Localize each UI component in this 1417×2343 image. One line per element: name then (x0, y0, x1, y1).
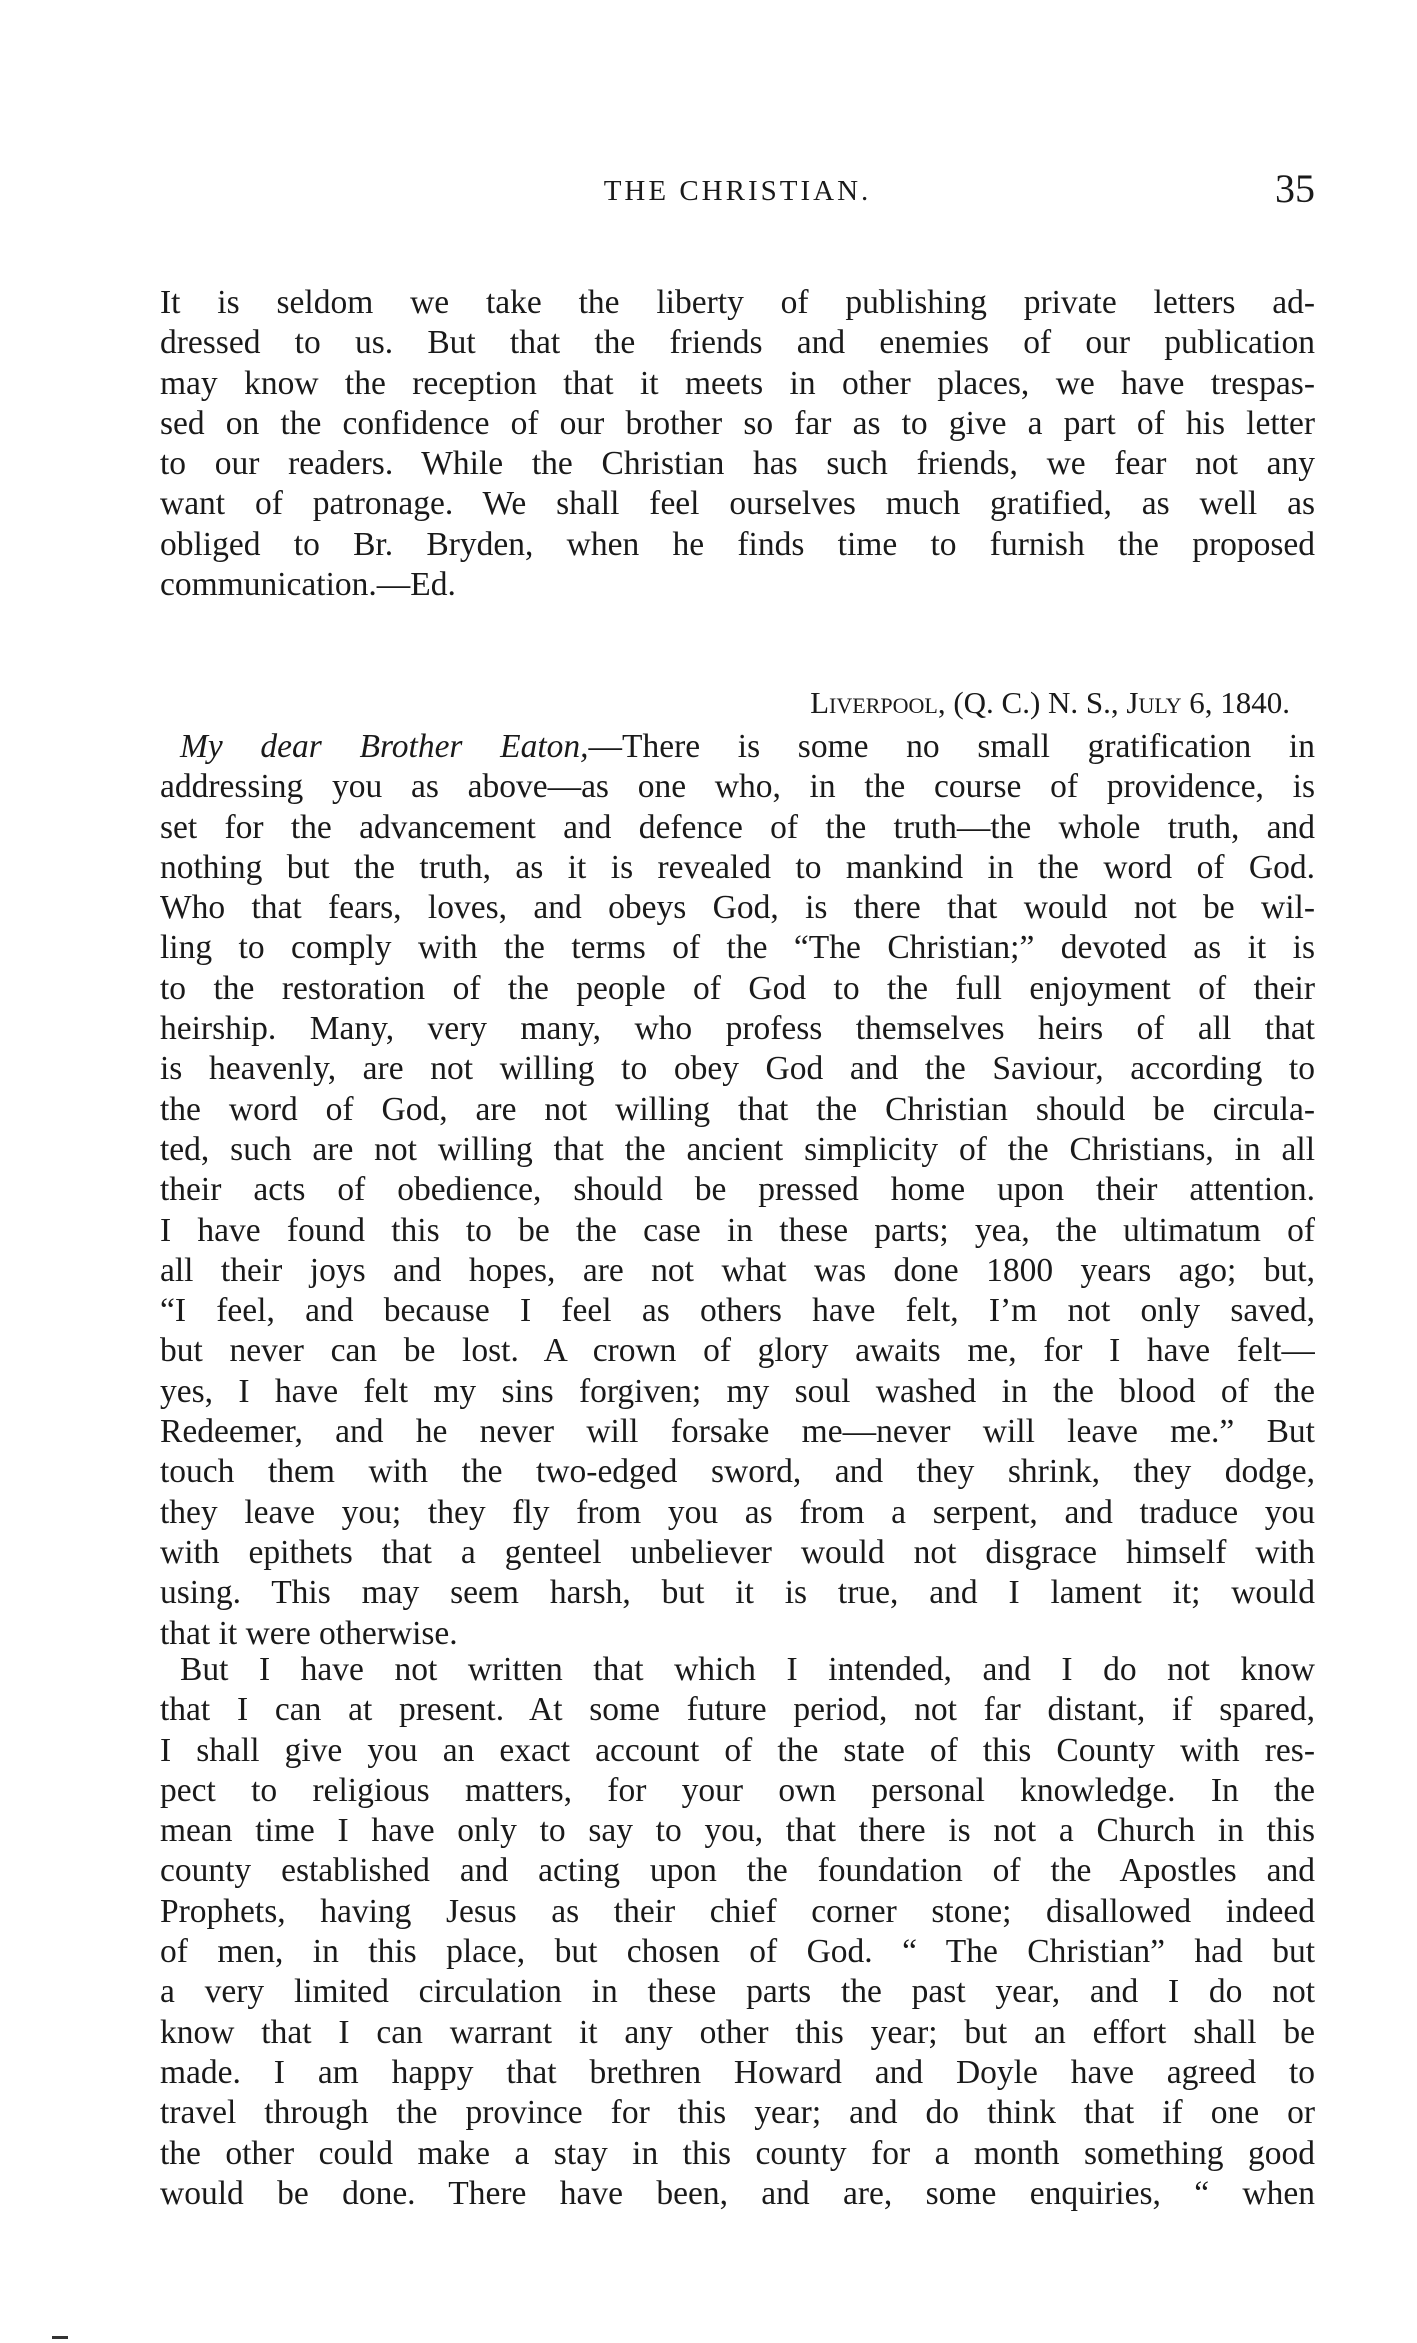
letter-line: addressing you as above—as one who, in the course of providence, is (160, 768, 1315, 806)
letter-continued-line: the other could make a stay in this county for a month something good (160, 2134, 1315, 2172)
letter-line: touch them with the two-edged sword, and they shrink, they dodge, (160, 1453, 1315, 1491)
letter-continued-line: I shall give you an exact account of the state of this County with res- (160, 1731, 1315, 1769)
letter-line: but never can be lost. A crown of glory awaits me, for I have felt— (160, 1332, 1315, 1370)
editor-note-line: It is seldom we take the liberty of publishing private letters ad- (160, 284, 1315, 321)
letter-line: all their joys and hopes, are not what was done 1800 years ago; but, (160, 1251, 1315, 1289)
letter-line: Redeemer, and he never will forsake me—never will leave me.” But (160, 1413, 1315, 1451)
letter-line: their acts of obedience, should be pressed home upon their attention. (160, 1171, 1315, 1209)
letter-line: with epithets that a genteel unbeliever would not disgrace himself with (160, 1533, 1315, 1571)
editor-note (160, 283, 1315, 605)
letter-line: Who that fears, loves, and obeys God, is there that would not be wil- (160, 889, 1315, 927)
letter-continued (160, 1650, 1315, 2214)
letter-continued-line: Prophets, having Jesus as their chief corner stone; disallowed indeed (160, 1892, 1315, 1930)
letter-dateline: Liverpool, (Q. C.) N. S., July 6, 1840. (810, 685, 1290, 720)
editor-note-line: to our readers. While the Christian has such friends, we fear not any (160, 445, 1315, 483)
letter-line: yes, I have felt my sins forgiven; my soul washed in the blood of the (160, 1372, 1315, 1410)
letter-continued-line: travel through the province for this year; and do think that if one or (160, 2094, 1315, 2132)
editor-note-line: dressed to us. But that the friends and enemies of our publication (160, 324, 1315, 362)
letter-continued-line: made. I am happy that brethren Howard and Doyle have agreed to (160, 2053, 1315, 2091)
letter-line: heirship. Many, very many, who profess themselves heirs of all that (160, 1010, 1315, 1048)
letter-continued-line: But I have not written that which I intended, and I do not know (180, 1651, 1315, 1688)
letter-body (160, 727, 1315, 1654)
letter-continued-line: pect to religious matters, for your own personal knowledge. In the (160, 1771, 1315, 1809)
letter-line: ted, such are not willing that the ancient simplicity of the Christians, in all (160, 1130, 1315, 1168)
letter-line: using. This may seem harsh, but it is true, and I lament it; would (160, 1574, 1315, 1612)
running-title: THE CHRISTIAN. (603, 175, 872, 207)
letter-line: set for the advancement and defence of the truth—the whole truth, and (160, 808, 1315, 846)
running-head (160, 165, 1315, 215)
page-number: 35 (1275, 166, 1315, 211)
letter-line: I have found this to be the case in these parts; yea, the ultimatum of (160, 1211, 1315, 1249)
letter-opening-line (160, 727, 1315, 767)
editor-note-line: may know the reception that it meets in other places, we have trespas- (160, 364, 1315, 402)
editor-note-line: communication.—Ed. (160, 566, 456, 604)
letter-line: nothing but the truth, as it is revealed to mankind in the word of God. (160, 848, 1315, 886)
letter-continued-line: a very limited circulation in these parts the past year, and I do not (160, 1973, 1315, 2011)
editor-note-line: obliged to Br. Bryden, when he finds time to furnish the proposed (160, 525, 1315, 563)
letter-continued-line: that I can at present. At some future period, not far distant, if spared, (160, 1691, 1315, 1729)
letter-opening-text: —There is some no small gratification in (588, 728, 1315, 765)
letter-line: “I feel, and because I feel as others have felt, I’m not only saved, (160, 1292, 1315, 1330)
letter-continued-line: know that I can warrant it any other this year; but an effort shall be (160, 2013, 1315, 2051)
letter-continued-line: county established and acting upon the foundation of the Apostles and (160, 1852, 1315, 1890)
page-footer-mark (52, 2336, 68, 2339)
letter-line: ling to comply with the terms of the “The Christian;” devoted as it is (160, 929, 1315, 967)
letter-line: the word of God, are not willing that the Christian should be circula- (160, 1090, 1315, 1128)
letter-line: they leave you; they fly from you as from a serpent, and traduce you (160, 1493, 1315, 1531)
letter-line: is heavenly, are not willing to obey God and the Saviour, according to (160, 1050, 1315, 1088)
letter-line: to the restoration of the people of God to the full enjoyment of their (160, 969, 1315, 1007)
letter-continued-line: would be done. There have been, and are, some enquiries, “ when (160, 2174, 1315, 2212)
letter-salutation: My dear Brother Eaton, (180, 728, 589, 765)
letter-continued-line: mean time I have only to say to you, that there is not a Church in this (160, 1812, 1315, 1850)
letter-line: that it were otherwise. (160, 1614, 458, 1652)
editor-note-line: sed on the confidence of our brother so far as to give a part of his letter (160, 404, 1315, 442)
letter-continued-line: of men, in this place, but chosen of God. “ The Christian” had but (160, 1933, 1315, 1971)
editor-note-line: want of patronage. We shall feel ourselves much gratified, as well as (160, 485, 1315, 523)
